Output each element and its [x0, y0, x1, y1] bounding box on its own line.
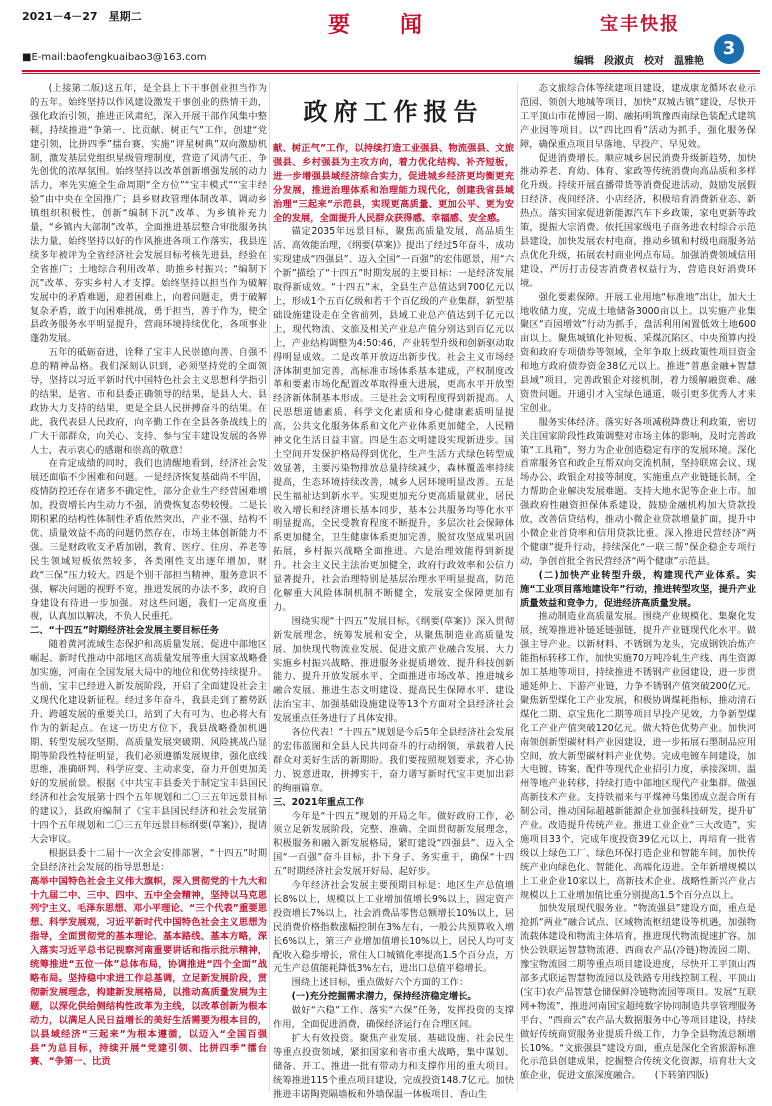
highlighted-paragraph: 高举中国特色社会主义伟大旗帜，深入贯彻党的十九大和十九届二中、三中、四中、五中全会精神，坚持以马克思列宁主义、毛泽东思想、邓小平理论、“三个代表”重要思想、科学发展观，习近平新时代中国特色社会主义思想为指导，全面贯彻党的基本理论、基本路线、基本方略，深入落实习近平总书记视察河南重要讲话和指示批示精神，统筹推进“五位一体”总体布局，协调推进“四个全面”战略布局。坚持稳中求进工作总基调，立足新发展阶段，贯彻新发展理念，构建新发展格局，以推动高质量发展为主题，以深化供给侧结构性改革为主线，以改革创新为根本动力，以满足人民日益增长的美好生活需要为根本目的，以县域经济“三起来”为根本遵循，以迈入“全国百强县”为总目标，持续开展“党建引领、比拼四季”擂台赛、“争第一、比贡 — [30, 875, 267, 1068]
subsection-heading: (一)充分挖掘需求潜力，保持经济稳定增长。 — [291, 991, 477, 1003]
column-divider — [517, 82, 518, 1092]
paragraph: 根据县委十二届十一次全会安排部署，“十四五”时期全县经济社会发展的指导思想是： — [30, 847, 267, 873]
section-heading: 三、2021年重点工作 — [273, 796, 364, 808]
issue-date: 2021－4－27 星期二 — [22, 10, 142, 23]
article-title: 政府工作报告 — [303, 97, 484, 126]
section-title: 要 闻 — [328, 13, 437, 38]
article-column-3 — [520, 82, 756, 1092]
paragraph: 围绕上述目标，重点做好六个方面的工作： — [291, 977, 469, 989]
paragraph: 今年经济社会发展主要预期目标是：地区生产总值增长8%以上，规模以上工业增加值增长9%以上，固定资产投资增长7%以上，社会消费品零售总额增长10%以上，居民消费价格指数涨幅控制在3%左右，一般公共预算收入增长6%以上，第三产业增加值增长10%以上，居民人均可支配收入稳步增长，常住人口城镇化率提高1.5个百分点，万元生产总值能耗降低3%左右，进出口总值平稳增长。 — [273, 880, 514, 975]
editor-credits: 编辑 段淑贞 校对 温雅艳 — [574, 56, 704, 67]
highlighted-paragraph: 献、树正气”工作，以持续打造工业强县、物流强县、文旅强县、乡村强县为主攻方向，着力优化结构、补齐短板，进一步增强县域经济综合实力，促进城乡经济更均衡更充分发展，推进治理体系和治理能力现代化，创建我省县域治理“三起来”示范县，实现更高质量、更加公平、更为安全的发展，全面提升人民群众获得感、幸福感、安全感。 — [273, 143, 514, 224]
header-rule-thin — [22, 73, 760, 74]
paragraph: 做好“六稳”工作、落实“六保”任务，发挥投资的支撑作用，全面促进消费，确保经济运行在合理区间。 — [273, 1005, 514, 1031]
newspaper-logo: 宝丰快报 — [600, 14, 680, 35]
article-column-2 — [273, 142, 514, 1106]
paragraph: 扩大有效投资。聚焦产业发展、基础设施、社会民生等重点投资领域，紧扣国家和省市重大战略，集中谋划、储备、开工、推进一批有带动力和支撑作用的重大项目。统筹推进115个重点项目建设，完成投资148.7亿元。加快推进丰诺陶瓷隔墙板和外墙保温一体板项目、香山生 — [273, 1033, 514, 1100]
subsection-heading: (二)加快产业转型升级，构建现代产业体系。实施“工业项目落地建设年”行动，推进转型攻坚，提升产业质量效益和竞争力，促进经济高质量发展。 — [520, 569, 756, 609]
page-number-badge: 3 — [714, 34, 744, 64]
paragraph: 今年是“十四五”规划的开局之年。做好政府工作，必须立足新发展阶段，完整、准确、全面贯彻新发展理念，积极服务和融入新发展格局，紧盯建设“四强县”、迈入全国“一百强”奋斗目标，扑下身子、务实重干，确保“十四五”时期经济社会发展开好局、起好步。 — [273, 810, 514, 878]
contact-email: ■E-mail:baofengkuaibao3@163.com — [22, 52, 207, 63]
section-heading: 二、“十四五”时期经济社会发展主要目标任务 — [30, 625, 219, 637]
paragraph: 五年的砥砺奋进，诠释了宝丰人民崇德向善、自强不息的精神品格。我们深刻认识到，必须坚持党的全面领导，坚持以习近平新时代中国特色社会主义思想科学指引的结果，是省、市和县委正确领导的结果，是县人大、县政协大力支持的结果，更是全县人民拼搏奋斗的结果。在此，我代表县人民政府，向辛勤工作在全县各条战线上的广大干部群众，向关心、支持、参与宝丰建设发展的各界人士，表示衷心的感谢和崇高的敬意！ — [30, 347, 267, 456]
paragraph: 态文旅综合体等续建项目建设，建成康龙循环农业示范园、领创大地城等项目，加快“双城古镇”建设，尽快开工平顶山市花博园一期、融拓明筑豫西南绿色装配式建筑产业园等项目。以“四比四看”活动为抓手，强化服务保障，确保重点项目早落地、早投产、早见效。 — [520, 83, 756, 150]
paragraph: 在肯定成绩的同时，我们也清醒地看到，经济社会发展还面临不少困难和问题。一是经济恢复基础尚不牢固，疫情防控还存在诸多不确定性，部分企业生产经营困难增加，投资增长内生动力不强，消费恢复态势较慢。二是长期积累的结构性体制性矛盾依然突出，产业不强、结构不优、质量效益不高的问题仍然存在，市场主体创新能力不强。三是财政收支矛盾加剧，教育、医疗、住房、养老等民生领域短板依然较多，各类刚性支出逐年增加，财政“三保”压力较大。四是个别干部担当精神、服务意识不强，解决问题的视野不宽，推进发展的办法不多，政府自身建设有待进一步加强。对这些问题，我们一定高度重视，认真加以解决，不负人民重托。 — [30, 458, 267, 623]
column-divider — [269, 82, 270, 1092]
paragraph: 强化要素保障。开展工业用地“标准地”出让，加大土地收储力度，完成土地储备3000亩以上。以实施产业集聚区“百园增效”行动为抓手，盘活利用闲置低效土地600亩以上。聚焦城镇化补短板、采煤沉陷区、中央预算内投资和政府专项债券等领域，全年争取上级政策性项目资金和地方政府债券资金38亿元以上。推进“普惠金融+智慧县域”项目，完善政银企对接机制，着力缓解融资难、融资贵问题。开通引才入宝绿色通道，吸引更多优秀人才来宝创业。 — [520, 291, 756, 414]
article-column-1 — [30, 82, 267, 1092]
paragraph: 随着黄河流域生态保护和高质量发展、促进中部地区崛起、新时代推动中部地区高质量发展等重大国家战略叠加实施，河南在全国发展大局中的地位和优势持续提升。当前，宝丰已经进入新发展阶段，开启了全面建设社会主义现代化建设新征程。经过多年奋斗，我县走到了蓄势跃升、跨越发展的重要关口，站到了大有可为、也必将大有作为的新起点。在这一历史方位下，我县战略叠加机遇期、转型发展攻坚期、高质量发展突破期、风险挑战凸显期等阶段性特征明显，我们必须遵循发展规律，强化底线思维，准确研判、科学应变、主动求变，奋力开创更加美好的发展前景。根据《中共宝丰县委关于制定宝丰县国民经济和社会发展第十四个五年规划和二〇三五年远景目标的建议》，县政府编制了《宝丰县国民经济和社会发展第十四个五年规划和二〇三五年远景目标纲要(草案)》，提请大会审议。 — [30, 639, 267, 845]
paragraph: 推动制造业高质量发展。围绕产业规模化、集聚化发展，统筹推进补链延链强链，提升产业链现代化水平。做强主导产业。以新材料、不锈钢为龙头，完成钢铁冶炼产能指标转移工作，加快实施70万吨冷轧生产线、再生资源加工基地等项目，持续推进不锈钢产业园建设，进一步贯通延伸上、下游产业链，力争不锈钢产值突破200亿元。聚焦新型煤化工产业发展，积极协调煤耗指标，推动清石煤化二期、京宝焦化二期等项目早投产见效，力争新型煤化工产业产值突破120亿元。做大特色优势产业。加快河南领创新型碳材料产业园建设，进一步拓展石墨制品应用空间，放大新型碳材料产业优势。完成电镀车间建设，加大电镀、铸案、配件等现代企业招引力度，承接深圳、温州等地产业转移，持续打造中部地区现代产业集群。做强高新技术产业。支持铁福来与平煤神马集团成立混合所有制公司，推动国际超越新能源企业加强科技研发，提升矿产业。改造提升传统产业。推进工业企业“三大改造”，实施项目33个，完成年度投资39亿元以上，再培育一批省级以上绿色工厂、绿色环保打造企业和智能车间，加快传统产业向绿色化、智能化、高端化迈进。全年新增规模以上工业企业10家以上，高新技术企业、战略性新兴产业占规模以上工业增加值比重分别提高1.5个百分点以上。 — [520, 611, 756, 901]
header-rule — [22, 70, 760, 72]
paragraph: 服务实体经济。落实好各项减税降费让利政策，密切关注国家阶段性政策调整对市场主体的影响，及时完善政策“工具箱”，努力为企业创造稳定有序的发展环境。深化首席服务官和政企互帮双向交流机制，坚持联席会议、现场办公、政银企对接等制度，实施重点产业链链长制，全力帮助企业解决发展难题。支持大地水泥等企业上市。加强政府性融资担保体系建设，鼓励金融机构加大贷款投放，改善信贷结构，推动小微企业贷款增量扩面，提升中小微企业首贷率和信用贷款比重。深入推进民营经济“两个健康”提升行动，持续深化“一联三帮”保企稳企专项行动，争创首批全省民营经济“两个健康”示范县。 — [520, 416, 756, 567]
paragraph: 促进消费增长。顺应城乡居民消费升级新趋势，加快推动养老、育幼、体育、家政等传统消费向高品质和多样化升级。持续开展直播带货等消费促进活动，鼓励发展假日经济、夜间经济、小店经济，积极培育消费新业态、新热点。落实国家促进新能源汽车下乡政策，家电更新等政策，提振大宗消费。依托国家级电子商务进农村综合示范县建设，加快发展农村电商，推动乡镇和村级电商服务站点优化升级，拓展农村商业网点布局。加强消费领域信用建设，严厉打击侵害消费者权益行为，营造良好消费环境。 — [520, 152, 756, 289]
paragraph: (上接第二版)这五年，是全县上下干事创业担当作为的五年。始终坚持以作风建设激发干事创业的热情干劲，强化政治引领，推进正风肃纪，深入开展干部作风集中整顿，持续推进“争第一、比贡献、树正气”工作，创建“党建引领，比拼四季”擂台赛，实施“评星树典”双向激励机制，激发基层党组织星级管理制度，营造了风清气正、争先创优的浓厚氛围。始终坚持以改革创新增强发展的动力活力，率先实施全生命周期“全方位”“宝丰模式”“宝丰经验”由中央在全国推广；县乡财政管理体制改革、调动乡镇组织积极性，创新“编制下沉”改革、为乡镇补充力量，“乡镇内大部制”改革，全面推进基层整合审批服务执法力量，始终坚持以好的作风推进各项工作落实，我县连续多年被评为全省经济社会发展目标考核先进县，经验在全省推广；土地综合利用改革、助推乡村振兴；“编制下沉”改革、夯实乡村人才支撑。始终坚持以担当作为破解发展中的矛盾难题，迎着困难上，向着问题走，勇于破解复杂矛盾，敢于向困难挑战，勇于担当，善于作为，使全县政务服务水平明显提升，营商环境持续优化，各项事业蓬勃发展。 — [30, 83, 267, 345]
paragraph: 各位代表！“十四五”规划是今后5年全县经济社会发展的宏伟蓝图和全县人民共同奋斗的行动纲领，承载着人民群众对美好生活的新期盼。我们要按照规划要求，齐心协力、锐意进取，拼搏实干，奋力谱写新时代宝丰更加出彩的绚丽篇章。 — [273, 727, 514, 794]
paragraph: 加快发展现代服务业。“物流强县”建设方面，重点是抢抓“两业”融合试点、区域物流枢纽建设等机遇，加强物流载体建设和物流主体培育，推进现代物流提速扩容。加快公铁联运智慧物流港、西商农产品(冷链)物流园二期、豫宝物流园二期等重点项目建设进度，尽快开工平顶山西部多式联运智慧物流园以及铁路专用线控制工程、平顶山(宝丰)农产品智慧仓储保鲜冷链物流园等项目。发展“互联网+物流”，推进河南国宝超纯数字协同制造共享管理服务平台、“西商云”农产品大数据服务中心等项目建设，持续做好传统商贸服务业提质升级工作，力争全县物流总额增长10%。“文旅强县”建设方面，重点是深化全省旅游标准化示范县创建成果，挖掘整合传统文化资源，培育壮大文旅企业，促进文旅深度融合。 (下转第四版) — [520, 903, 756, 1082]
paragraph: 围绕实现“十四五”发展目标，《纲要(草案)》深入贯彻新发展理念，统筹发展和安全，从聚焦制造业高质量发展、加快现代物流业发展、促进文旅产业融合发展、大力实施乡村振兴战略、推进服务业提质增效、提升科技创新能力、提升开放发展水平、全面推进市场改革、推进城乡融合发展、推进生态文明建设、提高民生保障水平、建设法治宝丰、加强基础设施建设等13个方面对全县经济社会发展重点任务进行了具体安排。 — [273, 615, 514, 725]
paragraph: 锚定2035年远景目标，聚焦高质量发展，高品质生活、高效能治理，《纲要(草案)》提出了经过5年奋斗，成功实现建成“四强县”、迈入全国“一百强”的宏伟愿景，用“六个新”描绘了“十四五”时期发展的主要目标：一是经济发展取得新成效。“十四五”末，全县生产总值达到700亿元以上，形成1个五百亿级和若干个百亿级的产业集群，新型基础设施建设走在全省前列，县域工业总产值达到千亿元以上，现代物流、文旅及相关产业总产值分别达到百亿元以上，产业结构调整为4:50:46，产业转型升级和创新驱动取得明显成效。二是改革开放迈出新步伐。社会主义市场经济体制更加完善，高标准市场体系基本建成，产权制度改革和要素市场化配置改革取得重大进展，更高水平开放型经济新体制基本形成。三是社会文明程度得到新提高。人民思想道德素质、科学文化素质和身心健康素质明显提高，公共文化服务体系和文化产业体系更加健全，人民精神文化生活日益丰富。四是生态文明建设实现新进步。国土空间开发保护格局得到优化，生产生活方式绿色转型成效显著，主要污染物排放总量持续减少，森林覆盖率持续提高，生态环境持续改善，城乡人居环境明显改善。五是民生福祉达到新水平。实现更加充分更高质量就业，居民收入增长和经济增长基本同步，基本公共服务均等化水平明显提高，全民受教育程度不断提升，多层次社会保障体系更加健全，卫生健康体系更加完善，脱贫攻坚成果巩固拓展，乡村振兴战略全面推进。六是治理效能得到新提升。社会主义民主法治更加健全，政府行政效率和公信力显著提升，社会治理特别是基层治理水平明显提高，防范化解重大风险体制机制不断健全，发展安全保障更加有力。 — [273, 226, 514, 613]
